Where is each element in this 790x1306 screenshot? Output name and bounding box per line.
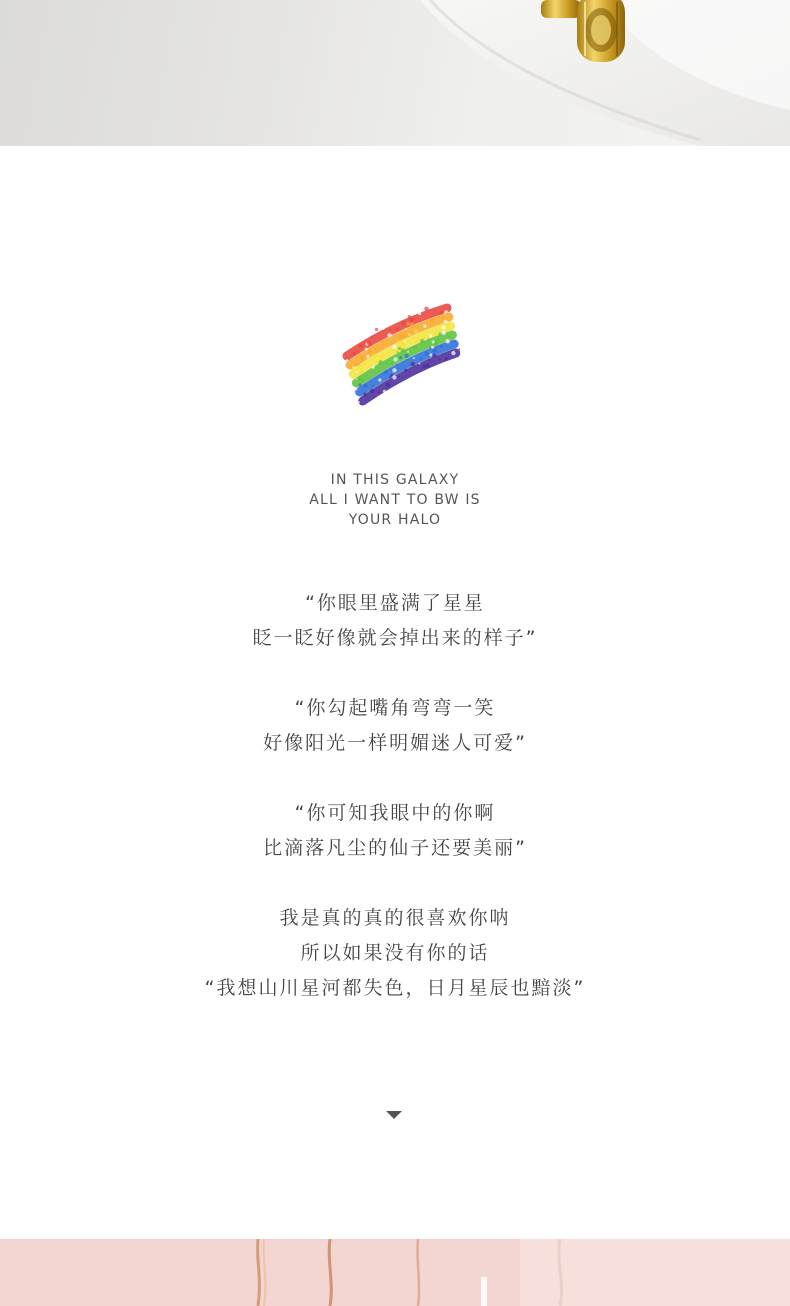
- rainbow-speckle: [360, 378, 364, 382]
- rainbow-speckle: [371, 336, 373, 338]
- rainbow-speckle: [384, 370, 388, 374]
- rainbow-speckle: [442, 331, 446, 335]
- rainbow-speckle: [402, 333, 406, 337]
- rainbow-speckle: [372, 385, 374, 387]
- rainbow-speckle: [432, 354, 436, 358]
- rainbow-speckle: [381, 325, 385, 329]
- rainbow-speckle: [398, 376, 400, 378]
- rainbow-speckle: [425, 364, 429, 368]
- rainbow-speckle: [353, 352, 356, 355]
- rainbow-speckle: [383, 390, 386, 393]
- poem-stanza: [0, 586, 790, 656]
- rainbow-speckle: [356, 388, 358, 390]
- rainbow-speckle: [392, 345, 396, 349]
- rainbow-speckle: [407, 351, 409, 353]
- rainbow-speckle: [440, 345, 443, 348]
- top-product-photo: [0, 0, 790, 146]
- rainbow-speckle: [389, 368, 391, 370]
- bottom-product-photo: [0, 1239, 790, 1306]
- rainbow-speckle: [448, 306, 450, 308]
- rainbow-speckle: [346, 359, 348, 361]
- rainbow-speckle: [359, 383, 362, 386]
- rainbow-speckle: [431, 346, 434, 349]
- rainbow-speckle: [424, 352, 428, 356]
- rainbow-icon: [335, 296, 460, 408]
- rainbow-speckle: [436, 350, 438, 352]
- rainbow-speckle: [430, 318, 434, 322]
- rose-gold-necklace-on-pink: [0, 1239, 790, 1306]
- rainbow-speckle: [359, 368, 363, 372]
- rainbow-speckle: [429, 334, 432, 337]
- rainbow-speckle: [429, 353, 432, 356]
- rainbow-speckle: [404, 369, 407, 372]
- rainbow-speckle: [420, 339, 424, 343]
- rainbow-speckle: [364, 342, 366, 344]
- rainbow-speckle: [397, 341, 399, 343]
- rainbow-speckle: [438, 358, 440, 360]
- rainbow-speckle: [380, 340, 383, 343]
- poem-line: 好像阳光一样明媚迷人可爱”: [263, 732, 527, 754]
- rainbow-speckle: [423, 325, 426, 328]
- rainbow-speckle: [414, 318, 416, 320]
- poem-line: “我想山川星河都失色，日月星辰也黯淡”: [204, 977, 586, 999]
- rainbow-speckle: [386, 362, 388, 364]
- rainbow-speckle: [410, 323, 414, 327]
- rainbow-speckle: [409, 317, 413, 321]
- rainbow-speckle: [358, 401, 360, 403]
- gold-earring-on-satin: [0, 0, 790, 146]
- rainbow-speckle: [363, 362, 365, 364]
- rainbow-speckle: [400, 342, 404, 346]
- rainbow-speckle: [380, 356, 382, 358]
- poem-line: 我是真的真的很喜欢你呐: [279, 907, 511, 929]
- rainbow-speckle: [414, 329, 418, 333]
- rainbow-speckle: [391, 362, 394, 365]
- rainbow-speckle: [446, 339, 450, 343]
- rainbow-speckle: [390, 329, 392, 331]
- rainbow-speckle: [378, 360, 382, 364]
- rainbow-speckle: [360, 356, 364, 360]
- rainbow-speckle: [419, 357, 422, 360]
- poem-line: “你勾起嘴角弯弯一笑: [294, 697, 496, 719]
- rainbow-speckle: [396, 327, 399, 330]
- rainbow-speckle: [441, 317, 444, 320]
- poem-stanza: [0, 691, 790, 761]
- rainbow-speckle: [439, 312, 442, 315]
- rainbow-speckle: [387, 333, 391, 337]
- rainbow-speckle: [446, 329, 448, 331]
- rainbow-speckle: [428, 338, 430, 340]
- rainbow-speckle: [439, 332, 442, 335]
- rainbow-speckle: [398, 347, 401, 350]
- rainbow-speckle: [404, 341, 406, 343]
- rainbow-speckle: [401, 321, 405, 325]
- rainbow-speckle: [404, 354, 408, 358]
- rainbow-speckle: [424, 307, 428, 311]
- rainbow-speckle: [386, 383, 390, 387]
- tagline-line: ALL I WANT TO BW IS: [309, 492, 481, 508]
- rainbow-speckle: [434, 331, 438, 335]
- poem-line: “你眼里盛满了星星: [305, 592, 485, 614]
- poem-line: 所以如果没有你的话: [300, 942, 490, 964]
- rainbow-speckle: [365, 348, 368, 351]
- crayon-rainbow-icon: [335, 296, 460, 408]
- rainbow-speckle: [368, 349, 372, 353]
- rainbow-speckle: [419, 363, 421, 365]
- rainbow-speckle: [439, 326, 441, 328]
- english-tagline: [0, 470, 790, 530]
- rainbow-speckle: [449, 336, 451, 338]
- rainbow-speckle: [363, 393, 366, 396]
- poem-line: 比滴落凡尘的仙子还要美丽”: [263, 837, 527, 859]
- rainbow-speckle: [395, 334, 397, 336]
- rainbow-speckle: [434, 341, 438, 345]
- caret-down-icon[interactable]: [386, 1111, 402, 1119]
- rainbow-speckle: [392, 375, 396, 379]
- rainbow-speckle: [363, 350, 365, 352]
- rainbow-speckle: [401, 348, 405, 352]
- rainbow-speckle: [353, 366, 355, 368]
- rainbow-speckle: [428, 359, 430, 361]
- rainbow-speckle: [375, 328, 378, 331]
- rainbow-speckle: [358, 344, 362, 348]
- rainbow-speckle: [370, 389, 374, 393]
- rainbow-speckle: [454, 341, 456, 343]
- poem-stanza: [0, 901, 790, 1006]
- poem-line: 眨一眨好像就会掉出来的样子”: [252, 627, 538, 649]
- rainbow-speckle: [356, 371, 358, 373]
- rainbow-speckle: [405, 328, 407, 330]
- rainbow-speckle: [423, 332, 425, 334]
- rainbow-speckle: [437, 339, 439, 341]
- rainbow-speckle: [387, 353, 390, 356]
- rainbow-speckle: [432, 349, 436, 353]
- rainbow-speckle: [446, 319, 448, 321]
- rainbow-speckle: [389, 376, 391, 378]
- tagline-line: IN THIS GALAXY: [330, 472, 460, 488]
- rainbow-speckle: [407, 322, 410, 325]
- rainbow-speckle: [372, 366, 375, 369]
- rainbow-speckle: [418, 312, 421, 315]
- rainbow-speckle: [413, 346, 416, 349]
- poem-stanza: [0, 796, 790, 866]
- rainbow-speckle: [397, 351, 399, 353]
- rainbow-speckle: [374, 348, 376, 350]
- rainbow-speckle: [411, 362, 415, 366]
- rainbow-speckle: [413, 357, 415, 359]
- rainbow-speckle: [366, 355, 369, 358]
- rainbow-speckle: [363, 383, 367, 387]
- rainbow-speckle: [417, 327, 419, 329]
- rainbow-speckle: [408, 333, 411, 336]
- poem-line: “你可知我眼中的你啊: [294, 802, 496, 824]
- rainbow-speckle: [378, 391, 380, 393]
- rainbow-speckle: [366, 374, 368, 376]
- rainbow-speckle: [438, 315, 440, 317]
- rainbow-speckle: [433, 309, 435, 311]
- tagline-line: YOUR HALO: [348, 512, 442, 528]
- rainbow-speckle: [378, 378, 381, 381]
- rainbow-speckle: [441, 325, 445, 329]
- rainbow-speckle: [396, 364, 398, 366]
- rainbow-speckle: [367, 341, 371, 345]
- rainbow-speckle: [399, 356, 402, 359]
- poem-text: [0, 586, 790, 1006]
- rainbow-speckle: [393, 357, 397, 361]
- rainbow-speckle: [451, 351, 455, 355]
- rainbow-speckle: [372, 354, 376, 358]
- rainbow-speckle: [392, 368, 396, 372]
- rainbow-speckle: [445, 357, 448, 360]
